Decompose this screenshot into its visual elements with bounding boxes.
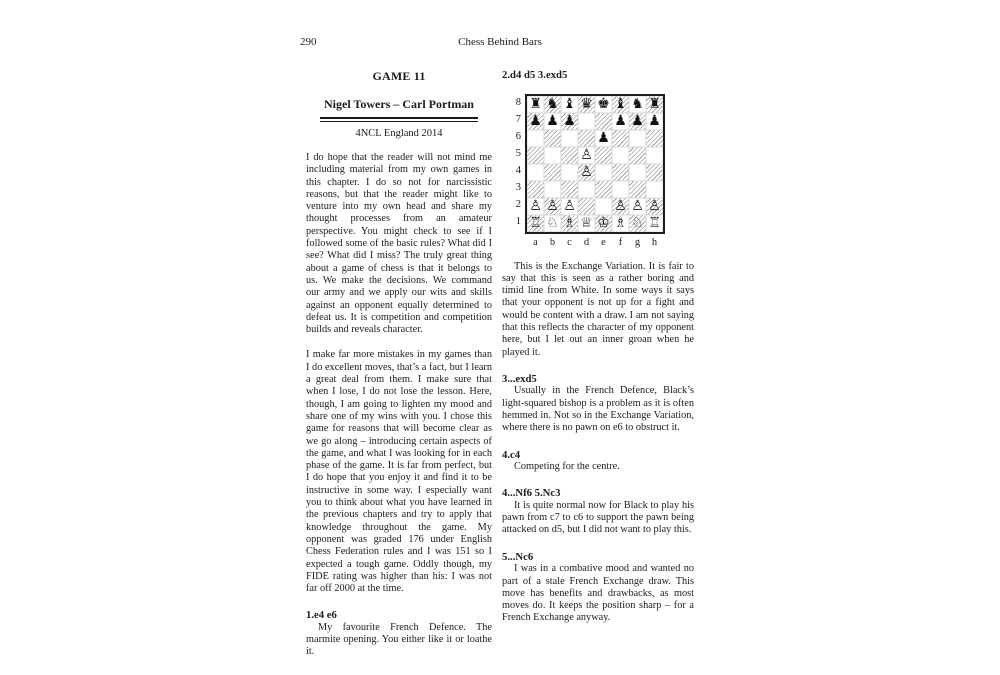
rank-label: 7 — [515, 113, 521, 125]
board-square — [629, 96, 646, 113]
board-square — [561, 198, 578, 215]
board-square — [595, 198, 612, 215]
chess-piece-P: ♙ — [580, 146, 593, 163]
chess-piece-P: ♙ — [546, 197, 559, 214]
board-square — [561, 96, 578, 113]
board-square — [544, 130, 561, 147]
board-square — [595, 164, 612, 181]
board-square — [561, 181, 578, 198]
move-heading: 5...Nc6 — [502, 550, 534, 563]
board-square — [561, 113, 578, 130]
body-paragraph: I do hope that the reader will not mind me including material from my own games in this chapter. I do so not for narcissistic reasons, but that the reader might like to venture into my own head and share my thought processes from an amateur perspective. You might check to see if I followed some of the basic rules? What did I see? What did I miss? The truly great thing about a game of chess is that it belongs to us. We make the decisions. We command our army and we apply our wits and skills against an opponent equally determined to defeat us. It is competition and competition builds and reveals character. — [306, 152, 492, 336]
board-square — [629, 164, 646, 181]
board-square — [629, 130, 646, 147]
chess-piece-B: ♗ — [563, 214, 576, 231]
chess-piece-n: ♞ — [546, 95, 559, 112]
book-title: Chess Behind Bars — [458, 36, 542, 48]
left-paragraphs-container — [306, 152, 492, 595]
board-square — [578, 147, 595, 164]
commentary-paragraph: I was in a combative mood and wanted no part of a stale French Exchange draw. This move has benefits and drawbacks, as most moves do. It keeps the position sharp – for a French Exchange anyway. — [502, 563, 694, 624]
file-label: e — [601, 236, 606, 248]
chess-piece-K: ♔ — [597, 214, 610, 231]
right-column — [502, 69, 694, 659]
commentary-paragraph: It is quite normal now for Black to play his pawn from c7 to c6 to support the pawn being attacked on d5, but I did not want to play this. — [502, 499, 694, 536]
board-square — [612, 198, 629, 215]
board-square — [527, 130, 544, 147]
chess-piece-p: ♟ — [631, 112, 644, 129]
move-heading: 4...Nf6 5.Nc3 — [502, 487, 561, 500]
two-column-layout — [306, 69, 694, 659]
rank-label: 1 — [515, 215, 521, 227]
board-square — [629, 181, 646, 198]
rank-label: 2 — [515, 198, 521, 210]
running-header — [300, 36, 694, 50]
file-label: d — [583, 236, 590, 248]
file-label: a — [533, 236, 538, 248]
left-column — [306, 69, 492, 659]
page-number: 290 — [300, 36, 317, 48]
board-square — [646, 181, 663, 198]
chess-diagram — [511, 94, 694, 248]
chess-piece-P: ♙ — [614, 197, 627, 214]
right-sections-container — [502, 261, 694, 625]
board-square — [561, 215, 578, 232]
chess-piece-P: ♙ — [648, 197, 661, 214]
chess-piece-B: ♗ — [614, 214, 627, 231]
board-square — [578, 130, 595, 147]
board-file-labels — [527, 237, 694, 248]
board-square — [527, 181, 544, 198]
board-square — [595, 113, 612, 130]
board-square — [578, 181, 595, 198]
commentary-paragraph: This is the Exchange Variation. It is fair to say that this is seen as a rather boring and timid line from White. In some ways it says that your opponent is not up for a fight and would be content with a draw. I am not saying that this reflects the character of my opponent here, but I let out an inner groan when he played it. — [502, 260, 694, 358]
board-square — [527, 113, 544, 130]
board-square — [544, 198, 561, 215]
board-square — [612, 215, 629, 232]
game-number-heading: GAME 11 — [372, 69, 426, 83]
board-square — [544, 215, 561, 232]
board-square — [544, 113, 561, 130]
board-square — [629, 215, 646, 232]
board-square — [527, 147, 544, 164]
board-square — [646, 215, 663, 232]
rank-label: 5 — [515, 147, 521, 159]
rank-label: 4 — [515, 164, 521, 176]
move-heading: 3...exd5 — [502, 372, 537, 385]
chess-piece-P: ♙ — [580, 163, 593, 180]
board-square — [629, 147, 646, 164]
chess-piece-R: ♖ — [648, 214, 661, 231]
file-label: h — [651, 236, 658, 248]
chess-piece-p: ♟ — [597, 129, 610, 146]
board-square — [561, 164, 578, 181]
commentary-paragraph: Competing for the centre. — [514, 461, 620, 473]
file-label: f — [618, 236, 623, 248]
board-square — [629, 198, 646, 215]
left-sections-container — [306, 609, 492, 658]
file-label: c — [567, 236, 572, 248]
board-square — [578, 113, 595, 130]
board-square — [527, 96, 544, 113]
board-square — [527, 164, 544, 181]
rank-label: 3 — [515, 181, 521, 193]
board-square — [561, 130, 578, 147]
board-square — [595, 181, 612, 198]
board-square — [544, 147, 561, 164]
board-square — [612, 96, 629, 113]
move-heading: 1.e4 e6 — [306, 609, 337, 622]
board-square — [527, 198, 544, 215]
chess-piece-P: ♙ — [529, 197, 542, 214]
board-square — [595, 215, 612, 232]
board-square — [646, 198, 663, 215]
board-square — [646, 147, 663, 164]
board-square — [646, 130, 663, 147]
chess-piece-N: ♘ — [631, 214, 644, 231]
board-square — [612, 130, 629, 147]
chess-board — [525, 94, 665, 234]
chess-piece-q: ♛ — [580, 95, 593, 112]
board-square — [629, 113, 646, 130]
chess-piece-p: ♟ — [546, 112, 559, 129]
board-square — [612, 164, 629, 181]
board-square — [595, 130, 612, 147]
chess-piece-p: ♟ — [563, 112, 576, 129]
commentary-paragraph: Usually in the French Defence, Black’s light-squared bishop is a problem as it is often hemmed in. Not so in the Exchange Variation, where there is no pawn on e6 to obstruct it. — [502, 385, 694, 434]
board-square — [595, 147, 612, 164]
double-rule-divider — [320, 117, 478, 122]
board-square — [544, 96, 561, 113]
board-square — [578, 164, 595, 181]
rank-label: 8 — [515, 96, 521, 108]
file-label: b — [549, 236, 556, 248]
players-heading: Nigel Towers – Carl Portman — [324, 97, 474, 111]
board-square — [595, 96, 612, 113]
board-square — [544, 164, 561, 181]
board-square — [612, 181, 629, 198]
chess-piece-p: ♟ — [529, 112, 542, 129]
board-rank-labels — [511, 94, 525, 230]
page-content — [300, 36, 694, 659]
board-square — [646, 96, 663, 113]
chess-piece-P: ♙ — [631, 197, 644, 214]
chess-piece-N: ♘ — [546, 214, 559, 231]
rank-label: 6 — [515, 130, 521, 142]
chess-piece-n: ♞ — [631, 95, 644, 112]
move-heading: 2.d4 d5 3.exd5 — [502, 69, 568, 81]
commentary-paragraph: My favourite French Defence. The marmite opening. You either like it or loathe it. — [306, 621, 492, 658]
move-heading: 4.c4 — [502, 448, 521, 461]
chess-piece-k: ♚ — [597, 95, 610, 112]
chess-piece-p: ♟ — [648, 112, 661, 129]
chess-piece-P: ♙ — [563, 197, 576, 214]
chess-piece-Q: ♕ — [580, 214, 593, 231]
board-square — [578, 198, 595, 215]
chess-piece-b: ♝ — [614, 95, 627, 112]
board-square — [561, 147, 578, 164]
chess-piece-p: ♟ — [614, 112, 627, 129]
board-square — [544, 181, 561, 198]
chess-piece-r: ♜ — [648, 95, 661, 112]
board-square — [646, 164, 663, 181]
board-square — [578, 215, 595, 232]
board-square — [612, 147, 629, 164]
chess-piece-R: ♖ — [529, 214, 542, 231]
board-square — [578, 96, 595, 113]
chess-piece-b: ♝ — [563, 95, 576, 112]
board-square — [527, 215, 544, 232]
chess-piece-r: ♜ — [529, 95, 542, 112]
file-label: g — [634, 236, 641, 248]
board-square — [646, 113, 663, 130]
body-paragraph: I make far more mistakes in my games than I do excellent moves, that’s a fact, but I learn a great deal from them. I make sure that when I lose, I do not lose the lesson. Here, though, I am going to lighten my mood and share one of my wins with you. I chose this game for reasons that will become clear as we go along – introducing certain aspects of the game, and what I was looking for in each phase of the game. It is far from perfect, but I do hope that you enjoy it and find it to be instructive in some way. I especially want you to think about what you have learned in the previous chapters and try to apply that knowledge throughout the game. My opponent was graded 176 under English Chess Federation rules and I was 151 so I expected a tough game. Oddly though, my FIDE rating was higher than his: I was not far off 2000 at the time. — [306, 349, 492, 595]
event-line: 4NCL England 2014 — [355, 128, 443, 139]
board-square — [612, 113, 629, 130]
